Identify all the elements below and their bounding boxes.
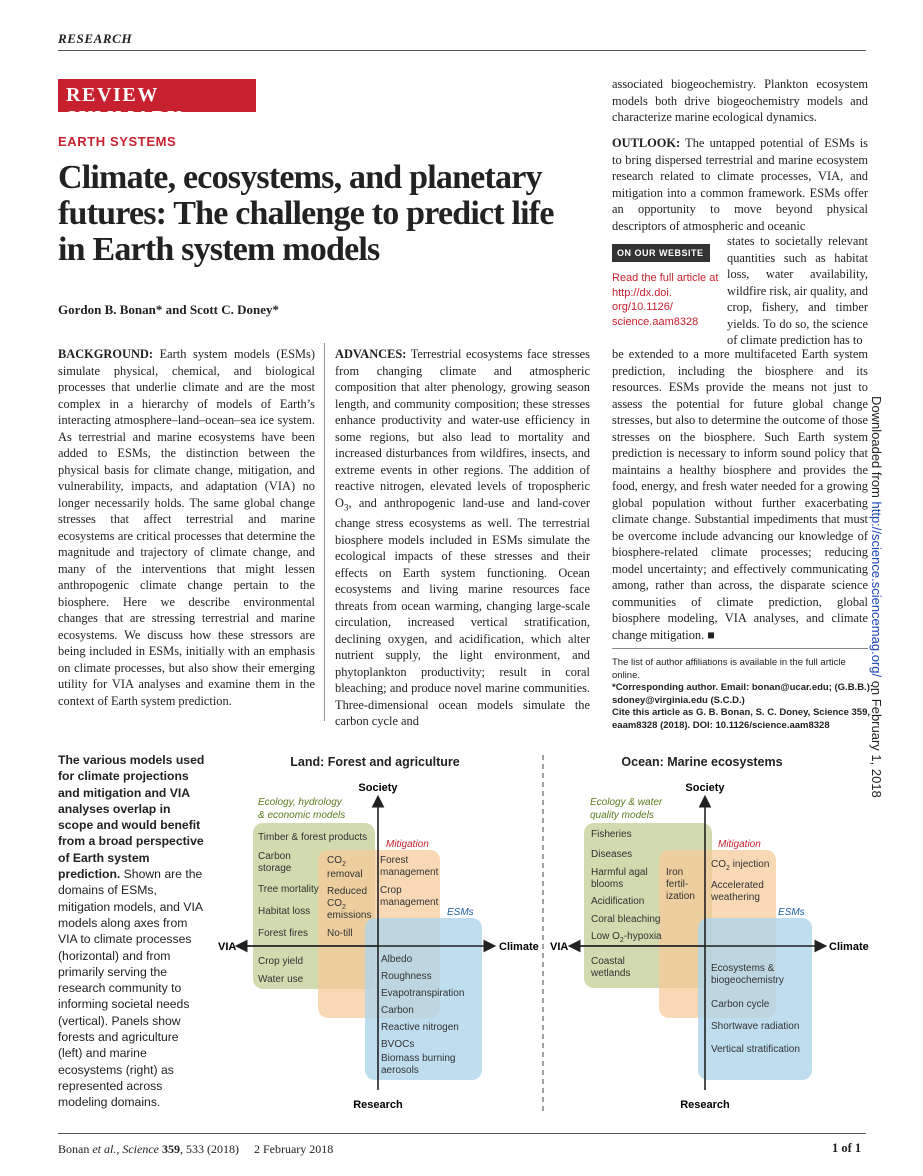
download-suffix: on February 1, 2018	[869, 677, 884, 798]
page-number: 1 of 1	[832, 1141, 862, 1155]
ocean-item: blooms	[591, 879, 624, 890]
ocean-esm-item: Shortwave radiation	[711, 1021, 800, 1032]
land-esm-item: BVOCs	[381, 1039, 415, 1050]
advances-text-a: Terrestrial ecosystems face stresses from changing climate and atmospheric composition that alter phenology, growing season length, and community composition; these stresses enhance productivity and water-use efficiency in some regions, but also lead to mortality and increased disturbances from wildfires, insects, and extreme events in other regions. The addition of reactive nitrogen, elevated levels of tropospheric O	[335, 347, 590, 510]
corresponding-author: *Corresponding author. Email: bonan@ucar.edu; (G.B.B.); sdoney@virginia.edu (S.C.D.)	[612, 682, 874, 706]
title-line-1: Climate, ecosystems, and planetary	[58, 159, 542, 196]
footer-volume: 359	[158, 1142, 180, 1156]
land-axis-research: Research	[353, 1099, 403, 1111]
ocean-panel	[550, 755, 869, 1111]
land-esm-item: Evapotranspiration	[381, 988, 465, 999]
land-esm-item: aerosols	[381, 1065, 419, 1076]
land-esm-item: Roughness	[381, 971, 432, 982]
land-item: Carbon	[258, 851, 291, 862]
land-mit-item: management	[380, 867, 439, 878]
ocean-mit-item: weathering	[711, 892, 760, 903]
ocean-esm-item: Carbon cycle	[711, 999, 770, 1010]
ocean-iron-item: ization	[666, 891, 695, 902]
land-item: storage	[258, 863, 292, 874]
review-summary-banner: REVIEW SUMMARY	[58, 79, 256, 112]
ocean-mit-item: Accelerated	[711, 880, 764, 891]
land-eco-label-1: Ecology, hydrology	[258, 797, 342, 808]
title-line-3: in Earth system models	[58, 231, 380, 268]
ocean-item: Fisheries	[591, 829, 632, 840]
ocean-panel-title: Ocean: Marine ecosystems	[621, 755, 783, 769]
land-axis-society: Society	[358, 782, 398, 794]
land-item: Timber & forest products	[258, 832, 368, 843]
land-panel	[218, 755, 539, 1111]
caption-bold: The various models used for climate projections and mitigation and VIA analyses overlap in scope and would benefit from a broad perspective of Earth system prediction.	[58, 753, 205, 882]
land-mit-item: $CO_2$	[327, 898, 346, 911]
on-our-website-label: ON OUR WEBSITE	[612, 244, 710, 262]
ocean-esm-item: Vertical stratification	[711, 1044, 800, 1055]
land-esm-item: Albedo	[381, 954, 413, 965]
ocean-esm-item: Ecosystems &	[711, 963, 775, 974]
background-text: Earth system models (ESMs) simulate physical, chemical, and biological processes that underlie climate and are the most complex in a hierarchy of models of Earth’s interacting atmosphere–land–ocean–sea ice system. As terrestrial and marine ecosystems have been added to ESMs, the distinction between the physical basis for climate change, mitigation, and vulnerability, impacts, and adaptation (VIA) no longer necessarily holds. The same global change stresses that affect terrestrial and marine ecosystems are critical processes that determine the magnitude and trajectory of climate change, and many of the interventions that might lessen anthropogenic climate change pertain to the biosphere. Here we describe environmental changes that are stressing terrestrial and marine ecosystems. We discuss how these stressors are being included in ESMs, initially with an emphasis on climate processes, but also show their emerging utility for VIA analyses and examine them in the context of Earth system prediction.	[58, 347, 315, 708]
land-mit-item: management	[380, 897, 439, 908]
ocean-iron-item: Iron	[666, 867, 684, 878]
ocean-esm-item: biogeochemistry	[711, 975, 784, 986]
ocean-item: Coral bleaching	[591, 914, 661, 925]
land-axis-via: VIA	[218, 941, 237, 953]
outlook-continued-paragraph: be extended to a more multifaceted Earth system prediction, including the biosphere and its resources. ESMs provide the means not just to assess the potential for future global change stresses, but also to determine the outcome of those stresses on the biosphere. Such Earth system prediction is necessary to inform sound policy that maintains a healthy biosphere and provides the food, energy, and fresh water needed for a growing global population without further exacerbating climate change. Substantial impediments that must be overcome include advancing our knowledge of biosphere-related climate processes; reducing model uncertainty; and effectively communicating among, rather than across, the disparate science communities of climate prediction, global biosphere modeling, VIA analyses, and climate change mitigation. ■	[612, 347, 868, 642]
ocean-item: Acidification	[591, 896, 645, 907]
land-item: Habitat loss	[258, 906, 311, 917]
full-article-link[interactable]: Read the full article at http://dx.doi. org/10.1126/ science.aam8328	[612, 272, 719, 328]
ocean-eco-label-2: quality models	[590, 810, 654, 821]
land-item: Water use	[258, 974, 304, 985]
land-mit-item: Crop	[380, 885, 402, 896]
footer-citation	[58, 1142, 333, 1157]
ocean-axis-research: Research	[680, 1099, 730, 1111]
outlook-text-a: The untapped potential of ESMs is to bring dispersed terrestrial and marine ecosystem research related to climate processes, VIA, and mitigation into a common framework. ESMs offer an opportunity to move beyond physical descriptors of atmospheric and oceanic	[612, 136, 868, 233]
land-esm-item: Carbon	[381, 1005, 414, 1016]
ocean-item: Low $O_2$-hypoxia	[591, 931, 662, 944]
outlook-wrap-paragraph: states to societally relevant quantities such as habitat loss, water availability, wildfire risk, air quality, and crop, fishery, and timber yields. To do so, the science of climate prediction has to	[727, 234, 868, 347]
ocean-item: wetlands	[591, 968, 631, 979]
land-mit-item: No-till	[327, 928, 353, 939]
ocean-item: Diseases	[591, 849, 633, 860]
caption-text: Shown are the domains of ESMs, mitigation models, and VIA models along axes from VIA to climate processes (horizontal) and from primarily serving the research community to informing societal needs (vertical). Panels show forests and agriculture (left) and marine ecosystems (right) as represented across modeling domains.	[58, 867, 203, 1110]
affiliation-line: The list of author affiliations is available in the full article online.	[612, 657, 846, 681]
land-esm-label: ESMs	[447, 907, 474, 918]
ocean-item: Coastal	[591, 956, 625, 967]
ocean-axis-society: Society	[685, 782, 725, 794]
land-mit-item: removal	[327, 869, 363, 880]
land-item: Crop yield	[258, 956, 304, 967]
footer-journal: et al., Science	[92, 1142, 159, 1156]
ocean-eco-label-1: Ecology & water	[590, 797, 663, 808]
ocean-axis-climate: Climate	[829, 941, 869, 953]
land-mit-label: Mitigation	[386, 839, 429, 850]
land-eco-label-2: & economic models	[258, 810, 346, 821]
land-mit-item: emissions	[327, 910, 372, 921]
land-item: Forest fires	[258, 928, 309, 939]
outlook-label: OUTLOOK:	[612, 136, 681, 150]
footer-rule	[58, 1133, 866, 1134]
land-mit-item: Reduced	[327, 886, 368, 897]
footer-author: Bonan	[58, 1142, 93, 1156]
ocean-item: Harmful agal	[591, 867, 648, 878]
ocean-mit-item: $CO_2$ injection	[711, 859, 770, 872]
land-axis-climate: Climate	[499, 941, 539, 953]
authors: Gordon B. Bonan* and Scott C. Doney*	[58, 302, 280, 317]
background-label: BACKGROUND:	[58, 347, 153, 361]
title-line-2: futures: The challenge to predict life	[58, 195, 554, 232]
section-tag: EARTH SYSTEMS	[58, 134, 177, 149]
ocean-axis-via: VIA	[550, 941, 569, 953]
ocean-esm-label: ESMs	[778, 907, 805, 918]
section-header: RESEARCH	[58, 31, 133, 46]
column3-top-paragraph: associated biogeochemistry. Plankton ecosystem models both drive biogeochemistry models and characterize marine ecological dynamics.	[612, 77, 868, 124]
land-item: Tree mortality	[258, 884, 319, 895]
ocean-iron-item: fertil-	[666, 879, 689, 890]
land-panel-title: Land: Forest and agriculture	[290, 755, 460, 769]
land-mit-item: $CO_2$	[327, 855, 346, 868]
footer-date: , 533 (2018) 2 February 2018	[179, 1142, 334, 1156]
ocean-mit-label: Mitigation	[718, 839, 761, 850]
advances-subscript: 3	[343, 501, 349, 512]
land-esm-item: Biomass burning	[381, 1053, 456, 1064]
download-prefix: Downloaded from	[869, 396, 884, 502]
citation-line: Cite this article as G. B. Bonan, S. C. Doney, Science 359, eaam8328 (2018). DOI: 10.1126/science.aam8328	[612, 707, 870, 731]
advances-text-b: , and anthropogenic land-use and land-cover change stress ecosystems as well. The terrestrial biosphere models included in ESMs simulate the ecological impacts of these stresses and their effects on Earth system functioning. Ocean ecosystems and living marine resources face threats from ocean warming, changing large-scale circulation, increased vertical stratification, declining oxygen, and acidification, which alter nutrient supply, the light environment, and phytoplankton productivity; result in coral bleaching; and produce novel marine communities. Three-dimensional ocean models simulate the carbon cycle and	[335, 495, 590, 729]
land-mit-item: Forest	[380, 855, 409, 866]
advances-label: ADVANCES:	[335, 347, 407, 361]
download-url-link[interactable]: http://science.sciencemag.org/	[869, 501, 884, 678]
land-esm-item: Reactive nitrogen	[381, 1022, 459, 1033]
